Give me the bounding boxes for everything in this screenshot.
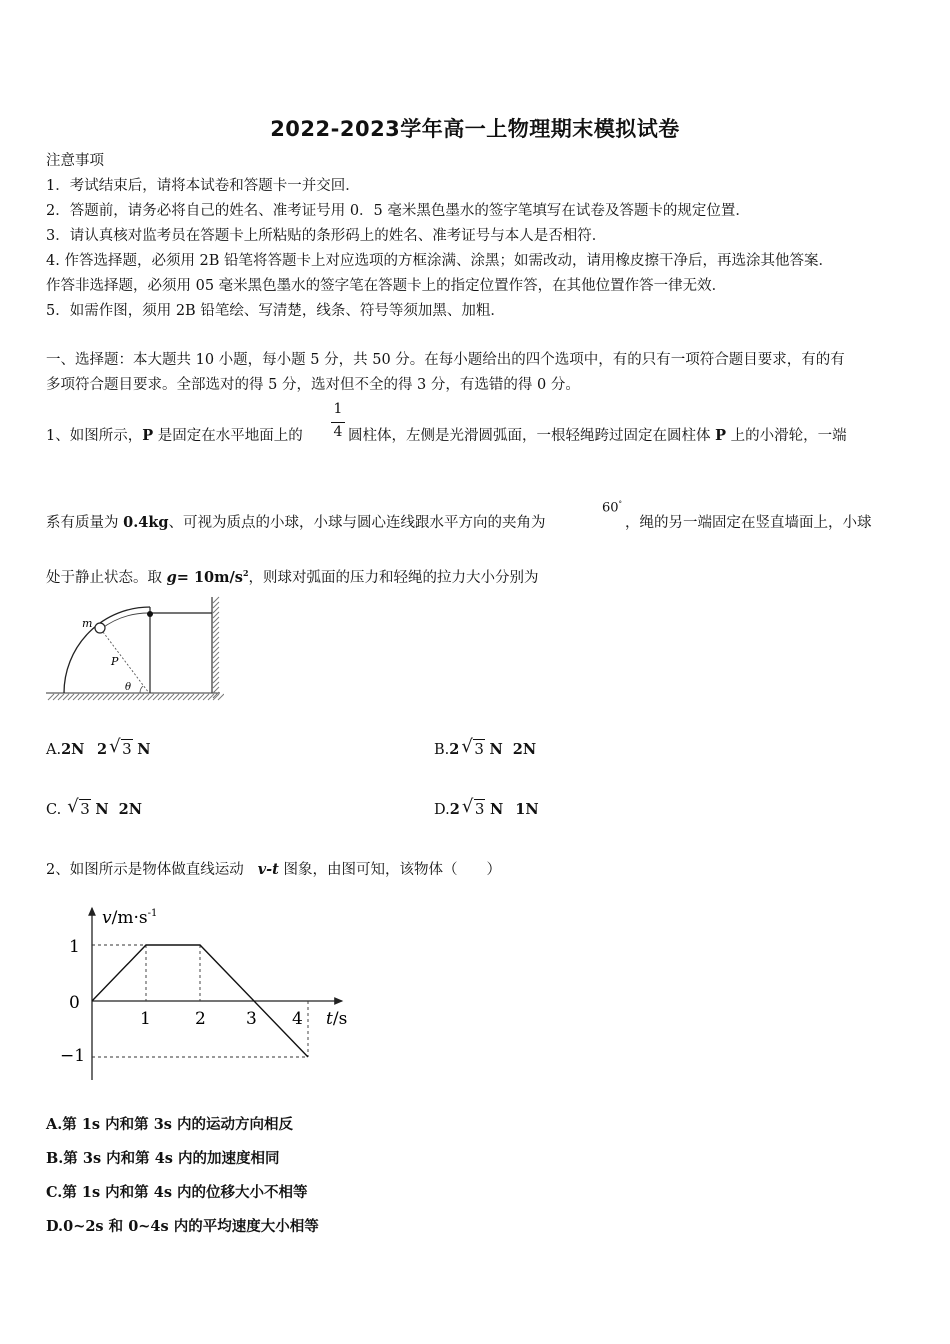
hatch-mark <box>148 694 154 700</box>
wall-hatch-mark <box>213 662 219 668</box>
wall-hatch-mark <box>213 597 219 603</box>
fraction-bar <box>331 422 345 423</box>
q1-stem-line1-cont: 圆柱体，左侧是光滑圆弧面，一根轻绳跨过固定在圆柱体 P 上的小滑轮，一端 <box>348 427 847 444</box>
y-axis-label: $v/m\cdot s^{-1}$ <box>102 908 158 928</box>
hatch-mark <box>128 694 134 700</box>
q1-option-d[interactable]: D.2√ 3 N 1N <box>434 800 539 818</box>
wall-hatch-mark <box>213 607 219 613</box>
hatch-mark <box>68 694 74 700</box>
q1-option-a[interactable]: A.2N 2√ 3 N <box>46 740 151 758</box>
notice-item: 5．如需作图，须用 2B 铅笔绘、写清楚，线条、符号等须加黑、加粗． <box>46 303 505 319</box>
ball <box>95 623 105 633</box>
hatch-mark <box>63 694 69 700</box>
wall-hatch-mark <box>213 612 219 618</box>
notice-item: 1．考试结束后，请将本试卷和答题卡一并交回． <box>46 178 360 194</box>
hatch-mark <box>58 694 64 700</box>
q2-option-b[interactable]: B.第 3s 内和第 4s 内的加速度相同 <box>46 1150 280 1167</box>
theta-arc <box>140 686 143 693</box>
notice-item: 作答非选择题，必须用 05 毫米黑色墨水的签字笔在答题卡上的指定位置作答，在其他位置作答一律无效． <box>46 278 727 294</box>
hatch-mark <box>138 694 144 700</box>
q1-stem-line3: 处于静止状态。取 $g= 10m/s^2$，则球对弧面的压力和轻绳的拉力大小分别为 <box>46 568 539 586</box>
wall-hatching <box>213 597 219 698</box>
label-theta: θ <box>125 682 132 693</box>
wall-hatch-mark <box>213 672 219 678</box>
wall-hatch-mark <box>213 647 219 653</box>
label-m: m <box>82 617 93 630</box>
x-tick-3: 3 <box>246 1009 257 1029</box>
hatch-mark <box>48 694 54 700</box>
wall-hatch-mark <box>213 677 219 683</box>
q1-option-c[interactable]: C.√ 3 N 2N <box>46 800 142 818</box>
notice-item: 4. 作答选择题，必须用 2B 铅笔将答题卡上对应选项的方框涂满、涂黑；如需改动，请用橡皮擦干净后，再选涂其他答案． <box>46 253 834 269</box>
hatch-mark <box>103 694 109 700</box>
q1-stem-line2-cont: ，绳的另一端固定在竖直墙面上，小球 <box>625 515 872 531</box>
hatch-mark <box>98 694 104 700</box>
wall-hatch-mark <box>213 642 219 648</box>
wall-hatch-mark <box>213 687 219 693</box>
x-axis-label: t/s <box>326 1009 348 1029</box>
hatch-mark <box>173 694 179 700</box>
angle-value: 60° <box>602 500 623 516</box>
wall-hatch-mark <box>213 602 219 608</box>
rope-arc <box>101 613 150 629</box>
q2-option-c[interactable]: C.第 1s 内和第 4s 内的位移大小不相等 <box>46 1184 308 1201</box>
wall-hatch-mark <box>213 637 219 643</box>
hatch-mark <box>108 694 114 700</box>
hatch-mark <box>143 694 149 700</box>
q1-stem-line1: 1、如图所示，P 是固定在水平地面上的 <box>46 427 303 444</box>
y-tick-1: 1 <box>69 937 80 957</box>
hatch-mark <box>88 694 94 700</box>
y-tick-neg1: −1 <box>60 1046 86 1066</box>
y-tick-0: 0 <box>69 993 80 1013</box>
wall-hatch-mark <box>213 667 219 673</box>
hatch-mark <box>83 694 89 700</box>
q1-figure <box>44 593 224 703</box>
hatch-mark <box>163 694 169 700</box>
hatch-mark <box>198 694 204 700</box>
vt-graph <box>44 898 364 1088</box>
hatch-mark <box>183 694 189 700</box>
wall-hatch-mark <box>213 657 219 663</box>
q2-option-d[interactable]: D.0~2s 和 0~4s 内的平均速度大小相等 <box>46 1218 319 1235</box>
notice-heading: 注意事项 <box>46 153 104 169</box>
wall-hatch-mark <box>213 617 219 623</box>
x-tick-1: 1 <box>140 1009 151 1029</box>
fraction-denominator: 4 <box>333 424 343 440</box>
q1-option-b[interactable]: B.2√ 3 N 2N <box>434 740 536 758</box>
ground-hatching <box>46 693 224 700</box>
q2-stem: 2、如图所示是物体做直线运动 v-t 图象，由图可知，该物体（ ） <box>46 861 501 878</box>
wall-hatch-mark <box>213 622 219 628</box>
wall-hatch-mark <box>213 652 219 658</box>
section-instructions-cont: 多项符合题目要求。全部选对的得 5 分，选对但不全的得 3 分，有选错的得 0 分。 <box>46 377 580 393</box>
x-tick-4: 4 <box>292 1009 303 1029</box>
cylinder-arc <box>64 607 150 693</box>
hatch-mark <box>188 694 194 700</box>
hatch-mark <box>113 694 119 700</box>
hatch-mark <box>203 694 209 700</box>
hatch-mark <box>168 694 174 700</box>
hatch-mark <box>123 694 129 700</box>
hatch-mark <box>153 694 159 700</box>
hatch-mark <box>78 694 84 700</box>
hatch-mark <box>73 694 79 700</box>
hatch-mark <box>193 694 199 700</box>
hatch-mark <box>118 694 124 700</box>
label-P: P <box>111 655 119 668</box>
hatch-mark <box>133 694 139 700</box>
notice-item: 3．请认真核对监考员在答题卡上所粘贴的条形码上的姓名、准考证号与本人是否相符． <box>46 228 607 244</box>
wall-hatch-mark <box>213 682 219 688</box>
hatch-mark <box>218 694 224 700</box>
q1-stem-line2: 系有质量为 0.4kg、可视为质点的小球，小球与圆心连线跟水平方向的夹角为 <box>46 514 546 531</box>
wall-hatch-mark <box>213 632 219 638</box>
pulley <box>147 611 153 617</box>
notice-item: 2．答题前，请务必将自己的姓名、准考证号用 0．5 毫米黑色墨水的签字笔填写在试卷及答题卡的规定位置． <box>46 203 750 219</box>
page-title: 2022-2023学年高一上物理期末模拟试卷 <box>270 117 680 141</box>
fraction-numerator: 1 <box>333 401 343 417</box>
hatch-mark <box>178 694 184 700</box>
q2-option-a[interactable]: A.第 1s 内和第 3s 内的运动方向相反 <box>46 1116 293 1133</box>
hatch-mark <box>158 694 164 700</box>
hatch-mark <box>208 694 214 700</box>
wall-hatch-mark <box>213 627 219 633</box>
section-instructions: 一、选择题：本大题共 10 小题，每小题 5 分，共 50 分。在每小题给出的四个选项中，有的只有一项符合题目要求，有的有 <box>46 352 845 368</box>
x-tick-2: 2 <box>195 1009 206 1029</box>
hatch-mark <box>93 694 99 700</box>
hatch-mark <box>53 694 59 700</box>
